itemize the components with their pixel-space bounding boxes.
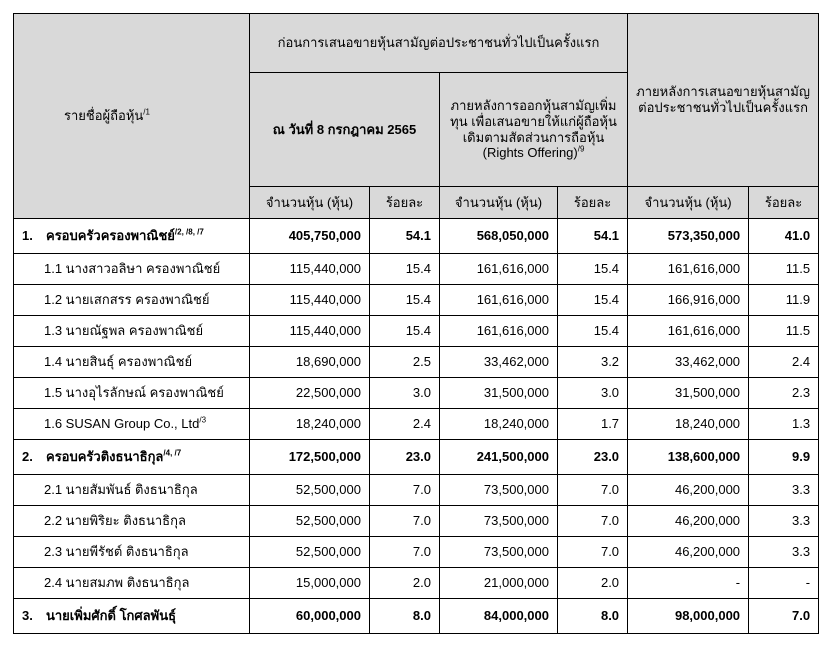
pct-after-rights: 2.0 bbox=[558, 568, 628, 599]
name-text: 1.5 นางอุไรลักษณ์ ครองพาณิชย์ bbox=[44, 385, 224, 401]
shares-after-ipo: 166,916,000 bbox=[628, 285, 749, 316]
pct-after-rights: 1.7 bbox=[558, 409, 628, 440]
shares-after-ipo: - bbox=[628, 568, 749, 599]
shares-after-ipo: 31,500,000 bbox=[628, 378, 749, 409]
owner-header: รายชื่อผู้ถือหุ้น$^{/1}$ bbox=[14, 14, 250, 219]
pct-col-1: ร้อยละ bbox=[370, 187, 440, 219]
pct-before: 15.4 bbox=[370, 285, 440, 316]
name-text: 1.1 นางสาวอลิษา ครองพาณิชย์ bbox=[44, 261, 221, 277]
shares-after-ipo: 573,350,000 bbox=[628, 219, 749, 254]
shares-after-ipo: 161,616,000 bbox=[628, 254, 749, 285]
shares-after-rights: 73,500,000 bbox=[440, 475, 558, 506]
shareholder-name bbox=[14, 599, 250, 634]
shareholder-name bbox=[14, 378, 250, 409]
row-index: 2. bbox=[22, 449, 33, 465]
shares-after-ipo: 138,600,000 bbox=[628, 440, 749, 475]
shareholder-name bbox=[14, 440, 250, 475]
shares-before: 22,500,000 bbox=[250, 378, 370, 409]
shares-after-rights: 73,500,000 bbox=[440, 506, 558, 537]
shares-after-rights: 161,616,000 bbox=[440, 254, 558, 285]
shares-after-rights: 33,462,000 bbox=[440, 347, 558, 378]
table-row bbox=[14, 285, 819, 316]
pct-after-ipo: - bbox=[749, 568, 819, 599]
name-text: 1.3 นายณัฐพล ครองพาณิชย์ bbox=[44, 323, 204, 339]
name-text: 2.1 นายสัมพันธ์ ติงธนาธิกุล bbox=[44, 482, 198, 498]
name-text: 2.3 นายพีรัชต์ ติงธนาธิกุล bbox=[44, 544, 189, 560]
shares-before: 115,440,000 bbox=[250, 285, 370, 316]
table-row bbox=[14, 316, 819, 347]
shares-after-rights: 568,050,000 bbox=[440, 219, 558, 254]
shareholder-name bbox=[14, 409, 250, 440]
shares-after-rights: 31,500,000 bbox=[440, 378, 558, 409]
pct-after-rights: 3.2 bbox=[558, 347, 628, 378]
group-row bbox=[14, 219, 819, 254]
shares-after-rights: 21,000,000 bbox=[440, 568, 558, 599]
name-text: 2.2 นายพิริยะ ติงธนาธิกุล bbox=[44, 513, 186, 529]
pct-after-rights: 23.0 bbox=[558, 440, 628, 475]
pct-after-rights: 54.1 bbox=[558, 219, 628, 254]
pct-before: 54.1 bbox=[370, 219, 440, 254]
group-row bbox=[14, 440, 819, 475]
shares-after-ipo: 46,200,000 bbox=[628, 506, 749, 537]
table-row bbox=[14, 378, 819, 409]
pct-after-rights: 15.4 bbox=[558, 254, 628, 285]
shares-after-ipo: 18,240,000 bbox=[628, 409, 749, 440]
pct-col-3: ร้อยละ bbox=[749, 187, 819, 219]
pct-after-ipo: 2.3 bbox=[749, 378, 819, 409]
shareholder-name bbox=[14, 254, 250, 285]
pct-before: 15.4 bbox=[370, 316, 440, 347]
name-text: 1.4 นายสินธุ์ ครองพาณิชย์ bbox=[44, 354, 193, 370]
pct-after-ipo: 3.3 bbox=[749, 537, 819, 568]
pct-before: 7.0 bbox=[370, 506, 440, 537]
pct-after-ipo: 11.5 bbox=[749, 254, 819, 285]
table-row bbox=[14, 347, 819, 378]
table-row bbox=[14, 568, 819, 599]
shares-after-ipo: 161,616,000 bbox=[628, 316, 749, 347]
pct-before: 2.5 bbox=[370, 347, 440, 378]
shares-after-rights: 241,500,000 bbox=[440, 440, 558, 475]
shareholder-name bbox=[14, 219, 250, 254]
pct-after-ipo: 11.9 bbox=[749, 285, 819, 316]
shares-after-rights: 161,616,000 bbox=[440, 316, 558, 347]
row-index: 1. bbox=[22, 228, 33, 244]
shares-after-rights: 18,240,000 bbox=[440, 409, 558, 440]
pct-after-ipo: 7.0 bbox=[749, 599, 819, 634]
shareholder-name bbox=[14, 347, 250, 378]
shares-before: 18,690,000 bbox=[250, 347, 370, 378]
footnote-ref: /2, /8, /7 bbox=[174, 227, 204, 237]
pct-after-ipo: 1.3 bbox=[749, 409, 819, 440]
pct-after-ipo: 2.4 bbox=[749, 347, 819, 378]
shares-after-ipo: 33,462,000 bbox=[628, 347, 749, 378]
pct-before: 15.4 bbox=[370, 254, 440, 285]
pct-before: 7.0 bbox=[370, 475, 440, 506]
name-text: 2.4 นายสมภพ ติงธนาธิกุล bbox=[44, 575, 190, 591]
shares-before: 172,500,000 bbox=[250, 440, 370, 475]
table-row bbox=[14, 475, 819, 506]
name-text: นายเพิ่มศักดิ์ โกศลพันธุ์ bbox=[46, 608, 177, 624]
shareholder-name bbox=[14, 537, 250, 568]
pct-before: 23.0 bbox=[370, 440, 440, 475]
pct-after-ipo: 11.5 bbox=[749, 316, 819, 347]
shares-before: 405,750,000 bbox=[250, 219, 370, 254]
pct-before: 2.0 bbox=[370, 568, 440, 599]
table-row bbox=[14, 537, 819, 568]
shares-before: 15,000,000 bbox=[250, 568, 370, 599]
table-row bbox=[14, 254, 819, 285]
after-ipo-header: ภายหลังการเสนอขายหุ้นสามัญต่อประชาชนทั่วไปเป็นครั้งแรก bbox=[628, 14, 819, 187]
pct-after-rights: 15.4 bbox=[558, 285, 628, 316]
shares-after-rights: 161,616,000 bbox=[440, 285, 558, 316]
pct-before: 3.0 bbox=[370, 378, 440, 409]
pct-before: 8.0 bbox=[370, 599, 440, 634]
shares-after-ipo: 46,200,000 bbox=[628, 537, 749, 568]
shareholder-name bbox=[14, 285, 250, 316]
row-index: 3. bbox=[22, 608, 33, 624]
shares-after-rights: 84,000,000 bbox=[440, 599, 558, 634]
shares-before: 52,500,000 bbox=[250, 475, 370, 506]
name-text: ครอบครัวครองพาณิชย์ bbox=[46, 228, 175, 244]
shares-before: 52,500,000 bbox=[250, 537, 370, 568]
table-row bbox=[14, 506, 819, 537]
table-row bbox=[14, 409, 819, 440]
pct-after-rights: 8.0 bbox=[558, 599, 628, 634]
name-text: 1.2 นายเสกสรร ครองพาณิชย์ bbox=[44, 292, 210, 308]
footnote-ref: /3 bbox=[199, 415, 207, 425]
pct-before: 7.0 bbox=[370, 537, 440, 568]
name-text: ครอบครัวติงธนาธิกุล bbox=[46, 449, 164, 465]
pct-after-ipo: 3.3 bbox=[749, 506, 819, 537]
shares-after-ipo: 46,200,000 bbox=[628, 475, 749, 506]
shares-col-2: จำนวนหุ้น (หุ้น) bbox=[440, 187, 558, 219]
pct-after-ipo: 9.9 bbox=[749, 440, 819, 475]
shares-before: 60,000,000 bbox=[250, 599, 370, 634]
shares-col-3: จำนวนหุ้น (หุ้น) bbox=[628, 187, 749, 219]
shareholder-name bbox=[14, 568, 250, 599]
pct-after-ipo: 41.0 bbox=[749, 219, 819, 254]
shareholder-name bbox=[14, 506, 250, 537]
shares-after-ipo: 98,000,000 bbox=[628, 599, 749, 634]
pct-after-rights: 15.4 bbox=[558, 316, 628, 347]
shares-before: 115,440,000 bbox=[250, 316, 370, 347]
shares-before: 18,240,000 bbox=[250, 409, 370, 440]
shareholder-name bbox=[14, 475, 250, 506]
shares-before: 52,500,000 bbox=[250, 506, 370, 537]
pct-after-rights: 3.0 bbox=[558, 378, 628, 409]
before-ipo-header: ก่อนการเสนอขายหุ้นสามัญต่อประชาชนทั่วไปเป็นครั้งแรก bbox=[250, 14, 628, 73]
shares-before: 115,440,000 bbox=[250, 254, 370, 285]
shareholder-table bbox=[13, 13, 819, 634]
group-row bbox=[14, 599, 819, 634]
pct-after-rights: 7.0 bbox=[558, 506, 628, 537]
pct-after-rights: 7.0 bbox=[558, 475, 628, 506]
pct-after-rights: 7.0 bbox=[558, 537, 628, 568]
footnote-ref: /4, /7 bbox=[163, 448, 182, 458]
as-of-header: ณ วันที่ 8 กรกฎาคม 2565 bbox=[250, 73, 440, 187]
shares-after-rights: 73,500,000 bbox=[440, 537, 558, 568]
pct-before: 2.4 bbox=[370, 409, 440, 440]
shareholder-name bbox=[14, 316, 250, 347]
pct-after-ipo: 3.3 bbox=[749, 475, 819, 506]
name-text: 1.6 SUSAN Group Co., Ltd bbox=[44, 416, 200, 432]
shares-col-1: จำนวนหุ้น (หุ้น) bbox=[250, 187, 370, 219]
after-rights-header: ภายหลังการออกหุ้นสามัญเพิ่มทุน เพื่อเสนอขายให้แก่ผู้ถือหุ้นเดิมตามสัดส่วนการถือหุ้น (Rights Offering)$^{/9}$ bbox=[440, 73, 628, 187]
pct-col-2: ร้อยละ bbox=[558, 187, 628, 219]
